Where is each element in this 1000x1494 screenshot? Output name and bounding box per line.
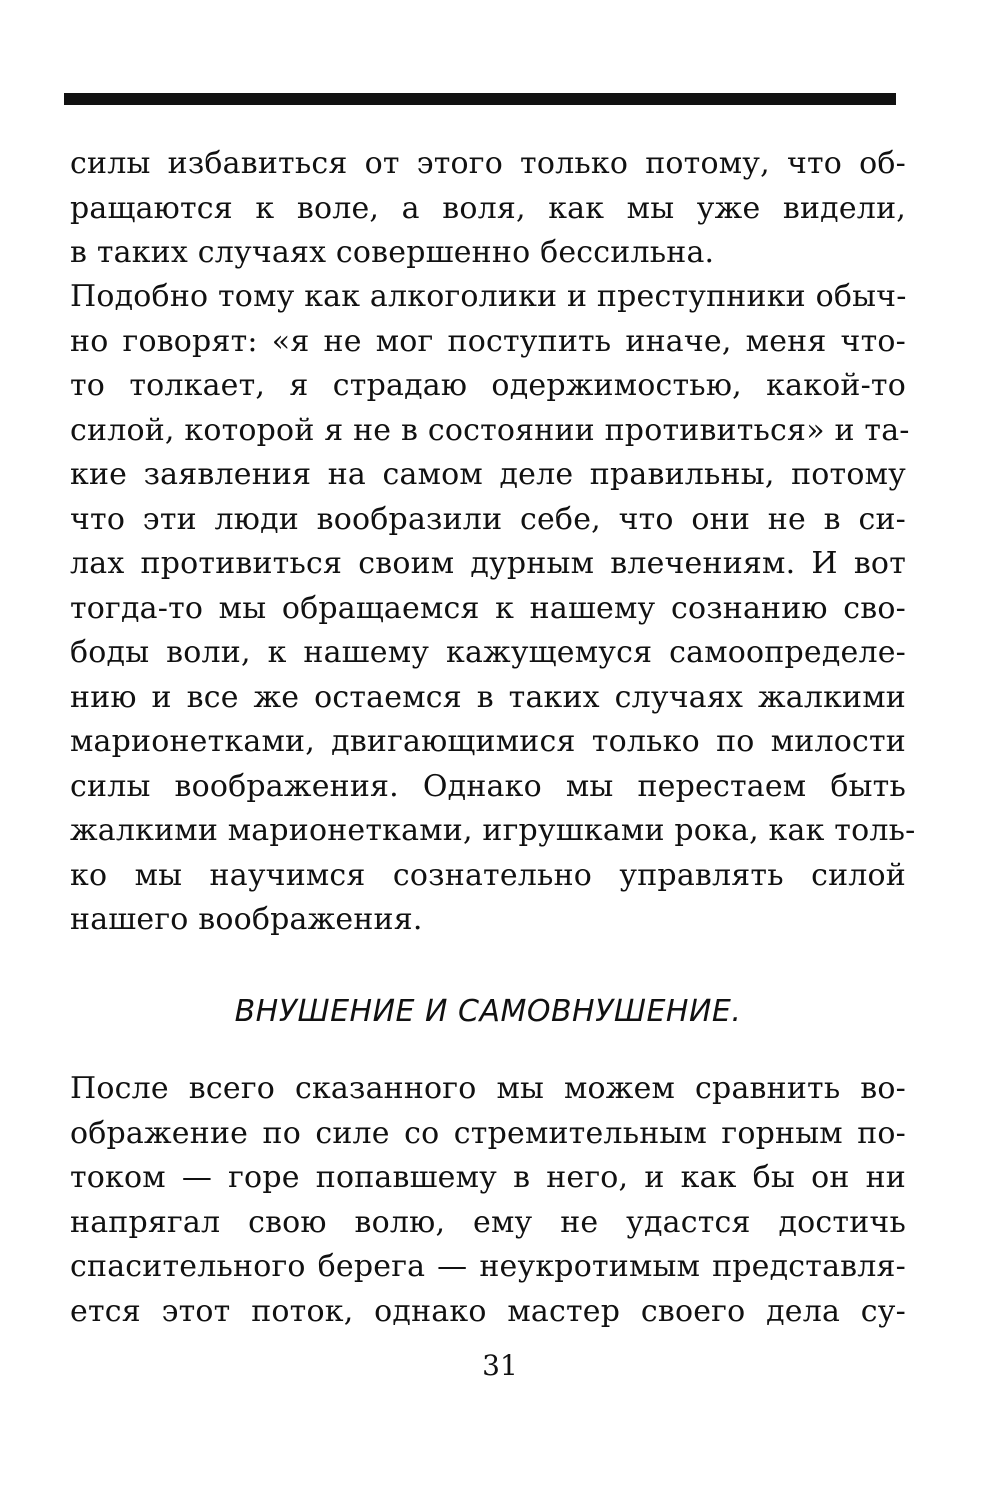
text-line: ко мы научимся сознательно управлять силой — [70, 857, 906, 893]
text-line: тогда-то мы обращаемся к нашему сознанию сво- — [70, 590, 906, 626]
text-line: ращаются к воле, а воля, как мы уже видели, — [70, 190, 906, 226]
text-line: в таких случаях совершенно бессильна. — [70, 235, 715, 270]
text-line: спасительного берега — неукротимым представля- — [70, 1249, 906, 1284]
paragraph-section — [70, 1067, 906, 1334]
text-line: силы избавиться от этого только потому, что об- — [70, 146, 906, 181]
text-line: боды воли, к нашему кажущемуся самоопределе- — [70, 635, 906, 670]
text-line: жалкими марионетками, игрушками рока, как толь- — [70, 813, 916, 848]
paragraph-main — [70, 275, 916, 943]
text-line: силы воображения. Однако мы перестаем быть — [70, 768, 906, 804]
text-line: марионетками, двигающимися только по милости — [70, 724, 906, 759]
text-line: ется этот поток, однако мастер своего дела су- — [70, 1293, 906, 1329]
page-number: 31 — [482, 1349, 518, 1382]
text-line: нию и все же остаемся в таких случаях жалкими — [70, 679, 906, 715]
top-rule — [64, 93, 896, 105]
text-line: Подобно тому как алкоголики и преступники обыч- — [70, 279, 907, 314]
text-line: ображение по силе со стремительным горным по- — [70, 1115, 906, 1151]
text-line: силой, которой я не в состоянии противиться» и та- — [70, 412, 910, 448]
text-line: После всего сказанного мы можем сравнить во- — [70, 1071, 906, 1106]
text-line: лах противиться своим дурным влечениям. И вот — [70, 546, 906, 581]
paragraph-continued — [70, 142, 906, 276]
section-heading: ВНУШЕНИЕ И САМОВНУШЕНИЕ. — [234, 994, 742, 1029]
text-line: напрягал свою волю, ему не удастся достичь — [70, 1204, 906, 1240]
text-line: что эти люди вообразили себе, что они не в си- — [70, 501, 906, 537]
text-line: но говорят: «я не мог поступить иначе, меня что- — [70, 323, 906, 359]
text-line: нашего воображения. — [70, 902, 423, 937]
text-line: то толкает, я страдаю одержимостью, какой-то — [70, 368, 906, 403]
text-line: кие заявления на самом деле правильны, потому — [70, 457, 906, 492]
text-line: током — горе попавшему в него, и как бы он ни — [70, 1160, 906, 1195]
